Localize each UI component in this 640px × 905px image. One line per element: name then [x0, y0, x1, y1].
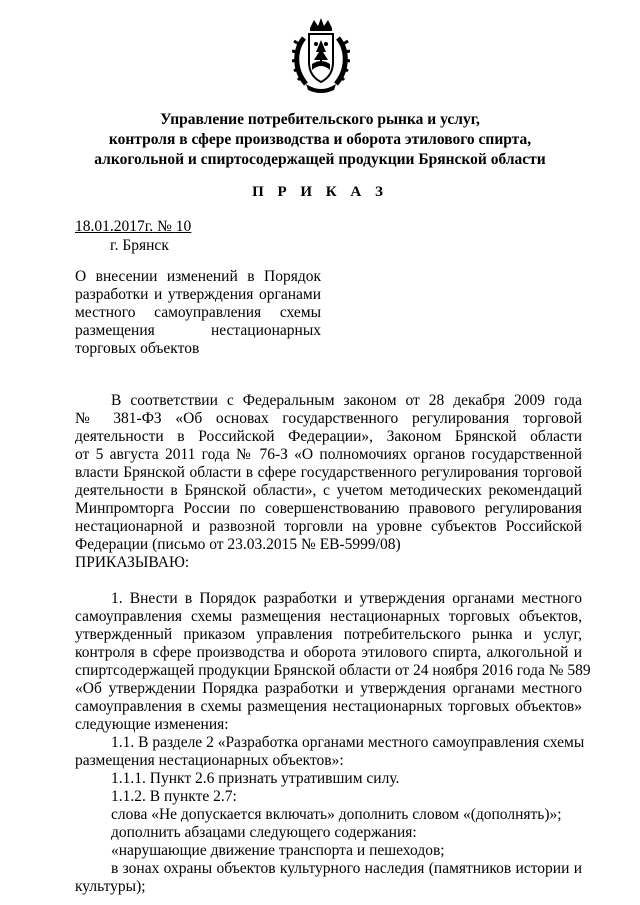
preamble-line: от 5 августа 2011 года № 76-З «О полномочиях органов государственной [75, 446, 582, 463]
item1-1-1: 1.1.1. Пункт 2.6 признать утратившим силу. [111, 770, 400, 787]
item-1 [75, 590, 591, 896]
preamble-line: власти Брянской области в сфере государственного регулирования торговой [75, 464, 582, 481]
item1-line: 1. Внести в Порядок разработки и утверждения органами местного [111, 590, 582, 607]
item1-line: самоуправления в схемы размещения нестационарных торговых объектов» [75, 698, 582, 715]
preamble-line: В соответствии с Федеральным законом от 28 декабря 2009 года [111, 392, 582, 409]
preamble-line: № 381-ФЗ «Об основах государственного регулирования торговой [75, 410, 582, 427]
item1-line: контроля в сфере производства и оборота этилового спирта, алкогольной и [75, 644, 582, 661]
preamble-line: деятельности в Российской Федерации», Законом Брянской области [75, 428, 582, 445]
item1-line: утвержденный приказом управления потребительского рынка и услуг, [75, 626, 582, 643]
preamble-line: нестационарной и развозной торговли на уровне субъектов Российской [75, 518, 582, 535]
traffic-line: «нарушающие движение транспорта и пешеходов; [111, 842, 445, 859]
organization-name [0, 110, 640, 170]
item1-1-line: 1.1. В разделе 2 «Разработка органами местного самоуправления схемы [111, 734, 585, 751]
number-prefix: № [153, 218, 176, 235]
heritage-line: в зонах охраны объектов культурного наследия (памятников истории и [111, 860, 582, 877]
item1-line: спиртсодержащей продукции Брянской области от 24 ноября 2016 года № 589 [75, 662, 591, 679]
preamble-line: Минпромторга России по совершенствованию правового регулирования [75, 500, 582, 517]
subject-line: О внесении изменений в Порядок [75, 268, 321, 285]
org-line-1: Управление потребительского рынка и услуг, [160, 111, 480, 128]
words-line: слова «Не допускается включать» дополнить словом «(дополнять)»; [111, 806, 562, 823]
org-line-2: контроля в сфере производства и оборота этилового спирта, [108, 131, 532, 148]
item1-line: следующие изменения: [75, 716, 229, 733]
subject-line: разработки и утверждения органами [75, 286, 321, 303]
coat-of-arms-emblem [292, 18, 350, 94]
preamble [75, 392, 582, 572]
item1-line: самоуправления схемы размещения нестационарных торговых объектов, [75, 608, 582, 625]
org-line-3: алкогольной и спиртосодержащей продукции Брянской области [94, 151, 546, 168]
preamble-line: деятельности в Брянской области», с учетом методических рекомендаций [75, 482, 582, 499]
city: г. Брянск [110, 237, 169, 254]
item1-1-2: 1.1.2. В пункте 2.7: [111, 788, 237, 805]
heritage-line: культуры); [75, 878, 146, 895]
document-title: П Р И К А З [252, 184, 388, 200]
subject-line: торговых объектов [75, 340, 200, 357]
order-date: 18.01.2017г. [75, 218, 154, 235]
preamble-line: Федерации (письмо от 23.03.2015 № ЕВ-5999/08) [75, 536, 401, 553]
date-number [75, 218, 191, 236]
subject-block [75, 268, 321, 358]
item1-1-line: размещения нестационарных объектов»: [75, 752, 344, 769]
order-word: ПРИКАЗЫВАЮ: [75, 554, 190, 571]
item1-line: «Об утверждении Порядка разработки и утверждения органами местного [75, 680, 582, 697]
subject-line: местного самоуправления схемы [75, 304, 321, 321]
add-line: дополнить абзацами следующего содержания: [111, 824, 417, 841]
order-number: 10 [175, 218, 192, 235]
subject-line: размещения нестационарных [75, 322, 321, 339]
